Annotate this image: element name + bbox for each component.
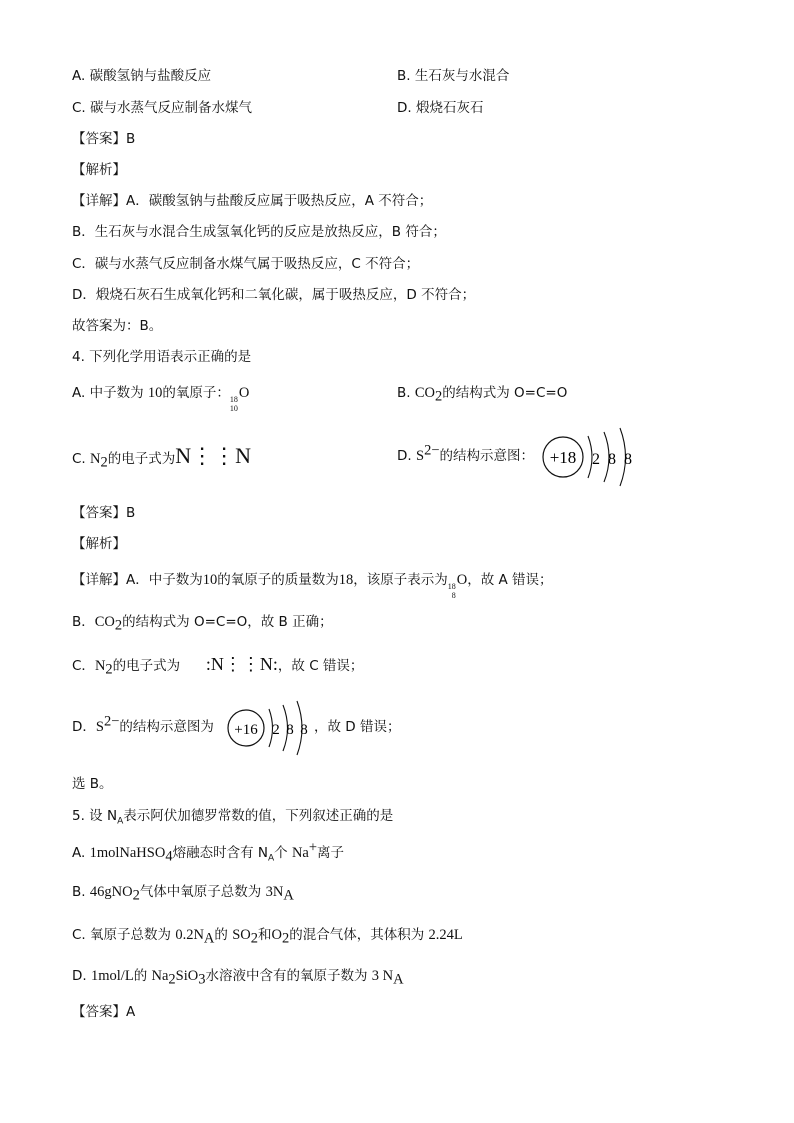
opt-c-prefix: C. [72, 451, 86, 467]
q5-option-b [72, 882, 294, 902]
c-post: 的混合气体，其体积为 [289, 927, 425, 943]
atomic-number: 10 [229, 404, 238, 413]
atomic-number: 8 [451, 591, 456, 600]
a-post: 离子 [317, 845, 345, 861]
q4-option-b [397, 383, 567, 403]
a-na: Na [291, 845, 309, 861]
shell-3-electrons: 8 [624, 451, 632, 468]
a-mid-2: 个 [274, 845, 288, 861]
opt-c-text: 的电子式为 [107, 451, 176, 467]
d3-prefix: C． [72, 658, 95, 674]
a-superscript: + [308, 839, 318, 856]
q5-option-c [72, 925, 463, 945]
shell-2-electrons: 8 [286, 722, 294, 738]
q4-analysis-tag: 【解析】 [72, 536, 126, 552]
c-subscript-3: 2 [281, 930, 290, 947]
a-mid: 熔融态时含有 N [172, 845, 268, 861]
d-sio3: SiO [175, 968, 199, 984]
q4-option-c [72, 443, 252, 471]
n2-formula: N [94, 658, 106, 674]
answer-value: B [126, 131, 136, 147]
c-volume: 2.24L [428, 927, 463, 943]
nucleus-charge: +18 [549, 448, 577, 467]
q4-detail-line-4 [72, 713, 214, 737]
opt-d-prefix: D. [72, 968, 87, 984]
c-and: 和 [258, 927, 272, 943]
d1-num2: 18 [338, 572, 354, 588]
q5-option-d [72, 966, 404, 986]
d4-mid: 的结构示意图为 [119, 719, 214, 735]
shell-1-electrons: 2 [592, 451, 600, 468]
co2-formula: CO [414, 385, 436, 401]
opt-b-prefix: B. [397, 385, 411, 401]
neutron-number: 10 [147, 385, 163, 401]
element-symbol: O [238, 385, 250, 401]
d-subscript: 2 [168, 971, 176, 988]
mass-number: 18 [229, 395, 238, 404]
opt-a-mid: 的氧原子： [162, 385, 230, 401]
mass-number: 18 [447, 582, 456, 591]
q4-option-d [397, 442, 534, 466]
c-so2: SO [232, 927, 251, 943]
q5-answer [72, 1002, 135, 1022]
detail-tag: 【详解】 [72, 193, 126, 209]
co2-formula: CO [94, 614, 115, 630]
q5-stem [72, 806, 393, 826]
nuclide-numbers [230, 395, 238, 413]
opt-a-prefix: A. [72, 845, 86, 861]
atom-structure-diagram-18 [538, 424, 638, 490]
sulfur-charge: 2− [103, 713, 120, 730]
q4-option-a [72, 383, 249, 413]
q3-detail-line-2: B．生石灰与水混合生成氢氧化钙的反应是放热反应，B 符合； [72, 224, 446, 240]
d1-post: ，故 A 错误； [467, 572, 553, 588]
d-concentration: 1mol/L [90, 968, 134, 984]
q3-analysis-tag: 【解析】 [72, 162, 126, 178]
q4-detail-line-1 [72, 570, 553, 600]
atom-structure-diagram-16 [224, 697, 314, 759]
d-mid-2: 水溶液中含有的氧原子数为 [205, 968, 368, 984]
element-symbol: O [456, 572, 468, 588]
q4-answer [72, 503, 135, 523]
c-mid: 的 [214, 927, 228, 943]
n2-formula: N [90, 451, 101, 467]
nuclide-numbers [448, 582, 456, 600]
q3-option-a: A. 碳酸氢钠与盐酸反应 [72, 68, 212, 84]
b-subscript: 2 [132, 887, 140, 904]
d-subscript-3: A [393, 971, 404, 988]
d3-post: ，故 C 错误； [277, 658, 364, 674]
q4-conclusion: 选 B。 [72, 776, 113, 792]
q3-detail-line-1 [72, 191, 432, 211]
a-subscript-2: A [267, 853, 275, 864]
d-value: 3 N [371, 968, 394, 984]
d3-mid: 的电子式为 [112, 658, 181, 674]
q4-detail-line-3 [72, 654, 363, 676]
opt-b-prefix: B. [72, 884, 86, 900]
c-subscript: A [203, 930, 215, 947]
q3-option-c: C. 碳与水蒸气反应制备水煤气 [72, 100, 253, 116]
d1-num: 10 [202, 572, 218, 588]
shell-1-electrons: 2 [272, 722, 280, 738]
d4-prefix: D． [72, 719, 96, 735]
q3-conclusion: 故答案为：B。 [72, 318, 163, 334]
d-subscript-2: 3 [198, 971, 206, 988]
stem-subscript: A [117, 816, 124, 827]
answer-tag: 【答案】 [72, 505, 126, 521]
shell-3-electrons: 8 [300, 722, 308, 738]
answer-value: B [126, 505, 136, 521]
q3-option-d: D. 煅烧石灰石 [397, 100, 484, 116]
stem-text: 表示阿伏加德罗常数的值，下列叙述正确的是 [123, 808, 394, 824]
d1-mid2: ，该原子表示为 [353, 572, 448, 588]
q4-stem: 4. 下列化学用语表示正确的是 [72, 349, 252, 365]
sulfur-symbol: S [415, 448, 425, 464]
c-o2: O [271, 927, 282, 943]
c-value: 0.2N [175, 927, 204, 943]
d-formula: Na [151, 968, 169, 984]
co2-subscript: 2 [435, 388, 443, 405]
nucleus-charge: +16 [234, 722, 258, 738]
q3-detail-line-4: D．煅烧石灰石生成氧化钙和二氧化碳，属于吸热反应，D 不符合； [72, 287, 476, 303]
c-subscript-2: 2 [250, 930, 258, 947]
d-mid: 的 [133, 968, 148, 984]
co2-subscript: 2 [114, 617, 123, 634]
q4-detail-line-4-end: ，故 D 错误； [314, 719, 401, 735]
sulfur-charge: 2− [424, 442, 440, 459]
d1-mid: 的氧原子的质量数为 [217, 572, 339, 588]
d1-prefix: 【详解】A．中子数为 [72, 572, 203, 588]
b-formula: 46gNO [89, 884, 133, 900]
stem-prefix: 5. 设 N [72, 808, 118, 824]
detail-text: A．碳酸氢钠与盐酸反应属于吸热反应，A 不符合； [126, 193, 433, 209]
q3-detail-line-3: C．碳与水蒸气反应制备水煤气属于吸热反应，C 不符合； [72, 256, 420, 272]
n2-subscript: 2 [105, 661, 113, 678]
n2-electron-formula: N⋮⋮N [175, 443, 252, 468]
shell-2-electrons: 8 [608, 451, 616, 468]
answer-value: A [126, 1004, 136, 1020]
answer-tag: 【答案】 [72, 131, 126, 147]
q3-answer [72, 129, 135, 149]
q3-option-b: B. 生石灰与水混合 [397, 68, 510, 84]
n2-electron-formula: :N⋮⋮N: [205, 654, 278, 674]
opt-d-text: 的结构示意图： [439, 448, 534, 464]
d2-prefix: B． [72, 614, 95, 630]
answer-tag: 【答案】 [72, 1004, 126, 1020]
q5-option-a [72, 839, 345, 865]
b-value: 3N [265, 884, 284, 900]
opt-c-prefix: C. 氧原子总数为 [72, 927, 172, 943]
opt-b-text: 的结构式为 O=C=O [442, 385, 568, 401]
b-subscript-2: A [283, 887, 294, 904]
q4-detail-line-2 [72, 612, 333, 632]
n2-subscript: 2 [100, 454, 108, 471]
a-formula: 1molNaHSO [89, 845, 166, 861]
sulfur-symbol: S [95, 719, 104, 735]
d2-post: 的结构式为 O=C=O，故 B 正确； [122, 614, 333, 630]
b-mid: 气体中氧原子总数为 [139, 884, 262, 900]
opt-a-prefix: A. 中子数为 [72, 385, 144, 401]
opt-d-prefix: D. [397, 448, 412, 464]
a-subscript: 4 [165, 848, 173, 865]
